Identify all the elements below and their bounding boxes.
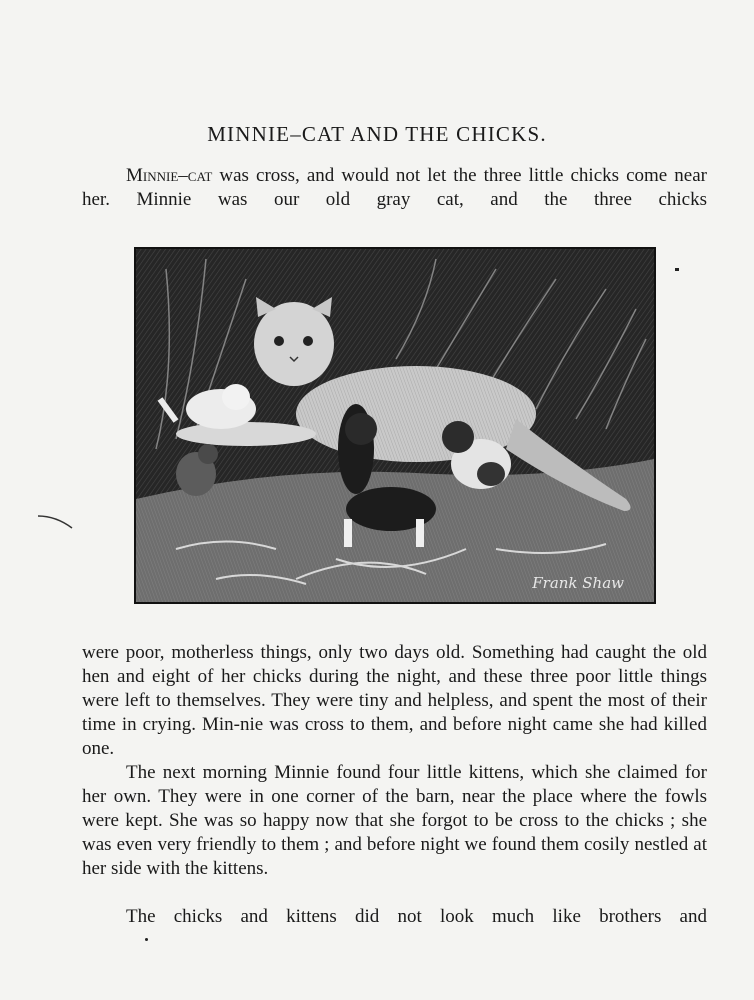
paragraph-1-text: was cross, and would not let the three little chicks come near her. Minnie was our old gray cat, and the three chicks [82, 165, 707, 210]
paragraph-1 [82, 164, 707, 212]
page-title: MINNIE–CAT AND THE CHICKS. [207, 122, 547, 146]
speck-mark [675, 268, 679, 271]
paragraph-2: were poor, motherless things, only two days old. Something had caught the old hen and eight of her chicks during the night, and these three poor little things were left to themselves. They were tiny and helpless, and spent the most of their time in crying. Min-nie was cross to them, and before night came she had killed one. [82, 642, 707, 759]
paragraph-1-lead: Minnie–cat [126, 165, 213, 186]
speck-mark [145, 938, 148, 941]
margin-stroke-mark [36, 512, 76, 532]
paragraph-3: The next morning Minnie found four little kittens, which she claimed for her own. They were in one corner of the barn, near the place where the fowls were kept. She was so happy now that she forgot to be cross to the chicks ; she was even very friendly to them ; and before night we found them cosily nestled at her side with the kittens. [82, 762, 707, 879]
paragraph-4: The chicks and kittens did not look much like brothers and [126, 906, 707, 927]
artist-signature: Frank Shaw [532, 574, 624, 592]
engraving-image [136, 249, 654, 602]
cat-illustration [134, 247, 656, 604]
